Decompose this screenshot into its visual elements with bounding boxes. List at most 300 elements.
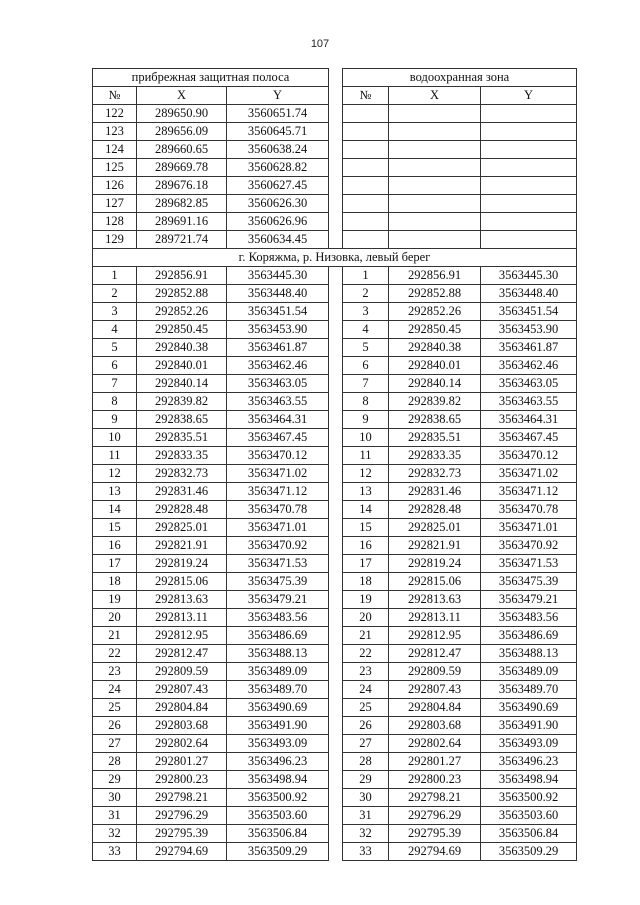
- left-cell-number: 4: [93, 321, 137, 339]
- right-cell-number: 14: [343, 501, 389, 519]
- left-cell-x: 292812.47: [137, 645, 227, 663]
- right-empty-cell: [389, 213, 481, 231]
- left-col-x-header: X: [137, 87, 227, 105]
- left-cell-number: 2: [93, 285, 137, 303]
- table-row: [93, 159, 577, 177]
- right-cell-number: 30: [343, 789, 389, 807]
- right-cell-y: 3563496.23: [481, 753, 577, 771]
- left-cell-x: 292832.73: [137, 465, 227, 483]
- left-cell-x: 292794.69: [137, 843, 227, 861]
- right-cell-number: 20: [343, 609, 389, 627]
- left-cell-number: 122: [93, 105, 137, 123]
- right-cell-x: 292828.48: [389, 501, 481, 519]
- right-cell-x: 292850.45: [389, 321, 481, 339]
- right-cell-x: 292819.24: [389, 555, 481, 573]
- right-empty-cell: [389, 195, 481, 213]
- left-cell-number: 125: [93, 159, 137, 177]
- left-cell-x: 292813.63: [137, 591, 227, 609]
- left-cell-x: 292828.48: [137, 501, 227, 519]
- table-row: [93, 483, 577, 501]
- table-row: [93, 177, 577, 195]
- left-cell-x: 289676.18: [137, 177, 227, 195]
- left-cell-x: 292835.51: [137, 429, 227, 447]
- left-cell-x: 292856.91: [137, 267, 227, 285]
- left-cell-x: 292796.29: [137, 807, 227, 825]
- table-row: [93, 465, 577, 483]
- right-cell-number: 19: [343, 591, 389, 609]
- left-cell-x: 292840.38: [137, 339, 227, 357]
- right-cell-number: 22: [343, 645, 389, 663]
- right-cell-number: 1: [343, 267, 389, 285]
- table-row: [93, 375, 577, 393]
- right-cell-x: 292852.88: [389, 285, 481, 303]
- right-cell-y: 3563445.30: [481, 267, 577, 285]
- right-cell-y: 3563453.90: [481, 321, 577, 339]
- right-cell-y: 3563471.12: [481, 483, 577, 501]
- left-cell-y: 3563486.69: [227, 627, 329, 645]
- left-cell-y: 3563451.54: [227, 303, 329, 321]
- right-cell-y: 3563475.39: [481, 573, 577, 591]
- left-cell-number: 7: [93, 375, 137, 393]
- right-empty-cell: [389, 231, 481, 249]
- left-cell-number: 124: [93, 141, 137, 159]
- left-cell-x: 292801.27: [137, 753, 227, 771]
- right-cell-x: 292809.59: [389, 663, 481, 681]
- right-cell-number: 17: [343, 555, 389, 573]
- table-row: [93, 573, 577, 591]
- left-cell-x: 289669.78: [137, 159, 227, 177]
- left-cell-y: 3563470.12: [227, 447, 329, 465]
- right-cell-number: 27: [343, 735, 389, 753]
- right-cell-y: 3563451.54: [481, 303, 577, 321]
- right-empty-cell: [389, 105, 481, 123]
- left-cell-y: 3560628.82: [227, 159, 329, 177]
- table-row: [93, 195, 577, 213]
- right-cell-number: 9: [343, 411, 389, 429]
- left-cell-number: 10: [93, 429, 137, 447]
- left-cell-number: 30: [93, 789, 137, 807]
- right-cell-y: 3563464.31: [481, 411, 577, 429]
- table-row: [93, 339, 577, 357]
- left-cell-y: 3563479.21: [227, 591, 329, 609]
- right-empty-cell: [343, 141, 389, 159]
- right-cell-x: 292800.23: [389, 771, 481, 789]
- right-cell-number: 6: [343, 357, 389, 375]
- right-empty-cell: [481, 123, 577, 141]
- left-cell-x: 289656.09: [137, 123, 227, 141]
- right-cell-y: 3563500.92: [481, 789, 577, 807]
- left-cell-x: 292815.06: [137, 573, 227, 591]
- table-row: [93, 843, 577, 861]
- right-cell-x: 292840.38: [389, 339, 481, 357]
- right-cell-x: 292798.21: [389, 789, 481, 807]
- left-cell-y: 3563489.09: [227, 663, 329, 681]
- right-cell-number: 3: [343, 303, 389, 321]
- column-header-row: [93, 87, 577, 105]
- left-cell-y: 3560645.71: [227, 123, 329, 141]
- left-cell-number: 33: [93, 843, 137, 861]
- left-cell-number: 129: [93, 231, 137, 249]
- left-cell-y: 3563461.87: [227, 339, 329, 357]
- left-cell-y: 3563471.12: [227, 483, 329, 501]
- right-cell-number: 2: [343, 285, 389, 303]
- left-cell-x: 292798.21: [137, 789, 227, 807]
- table-row: [93, 807, 577, 825]
- right-cell-number: 21: [343, 627, 389, 645]
- right-empty-cell: [481, 159, 577, 177]
- right-cell-y: 3563489.70: [481, 681, 577, 699]
- right-cell-number: 18: [343, 573, 389, 591]
- left-cell-y: 3563496.23: [227, 753, 329, 771]
- left-cell-y: 3563475.39: [227, 573, 329, 591]
- left-cell-x: 289660.65: [137, 141, 227, 159]
- left-cell-y: 3560626.30: [227, 195, 329, 213]
- left-cell-y: 3563491.90: [227, 717, 329, 735]
- left-cell-number: 14: [93, 501, 137, 519]
- left-cell-x: 292821.91: [137, 537, 227, 555]
- left-cell-y: 3563509.29: [227, 843, 329, 861]
- table-row: [93, 285, 577, 303]
- left-cell-y: 3563503.60: [227, 807, 329, 825]
- left-cell-x: 292804.84: [137, 699, 227, 717]
- right-cell-x: 292825.01: [389, 519, 481, 537]
- right-cell-x: 292807.43: [389, 681, 481, 699]
- table-row: [93, 303, 577, 321]
- right-empty-cell: [481, 105, 577, 123]
- right-cell-x: 292812.47: [389, 645, 481, 663]
- left-cell-y: 3563471.53: [227, 555, 329, 573]
- page-number: 107: [310, 38, 330, 50]
- right-cell-y: 3563483.56: [481, 609, 577, 627]
- left-cell-number: 5: [93, 339, 137, 357]
- left-cell-y: 3563483.56: [227, 609, 329, 627]
- right-cell-x: 292794.69: [389, 843, 481, 861]
- right-cell-x: 292803.68: [389, 717, 481, 735]
- right-empty-cell: [481, 213, 577, 231]
- left-cell-y: 3560627.45: [227, 177, 329, 195]
- right-cell-y: 3563470.78: [481, 501, 577, 519]
- right-empty-cell: [389, 159, 481, 177]
- table-row: [93, 663, 577, 681]
- table-row: [93, 213, 577, 231]
- left-cell-y: 3563506.84: [227, 825, 329, 843]
- right-cell-x: 292840.14: [389, 375, 481, 393]
- table-row: [93, 123, 577, 141]
- left-cell-y: 3563470.92: [227, 537, 329, 555]
- left-cell-number: 32: [93, 825, 137, 843]
- right-cell-number: 23: [343, 663, 389, 681]
- section-row: [93, 249, 577, 267]
- right-cell-number: 29: [343, 771, 389, 789]
- right-empty-cell: [343, 159, 389, 177]
- right-cell-number: 26: [343, 717, 389, 735]
- table-row: [93, 735, 577, 753]
- left-cell-y: 3560638.24: [227, 141, 329, 159]
- right-empty-cell: [343, 177, 389, 195]
- table-row: [93, 357, 577, 375]
- right-cell-number: 4: [343, 321, 389, 339]
- left-cell-number: 19: [93, 591, 137, 609]
- left-cell-x: 292825.01: [137, 519, 227, 537]
- left-cell-y: 3563448.40: [227, 285, 329, 303]
- right-cell-x: 292815.06: [389, 573, 481, 591]
- left-cell-x: 292839.82: [137, 393, 227, 411]
- left-cell-number: 28: [93, 753, 137, 771]
- right-cell-number: 16: [343, 537, 389, 555]
- right-cell-x: 292796.29: [389, 807, 481, 825]
- right-cell-y: 3563463.05: [481, 375, 577, 393]
- right-col-x-header: X: [389, 87, 481, 105]
- left-cell-number: 123: [93, 123, 137, 141]
- left-cell-x: 289721.74: [137, 231, 227, 249]
- left-cell-number: 3: [93, 303, 137, 321]
- left-cell-y: 3563490.69: [227, 699, 329, 717]
- table-row: [93, 645, 577, 663]
- right-cell-y: 3563463.55: [481, 393, 577, 411]
- right-cell-y: 3563486.69: [481, 627, 577, 645]
- right-cell-number: 7: [343, 375, 389, 393]
- left-cell-number: 17: [93, 555, 137, 573]
- right-empty-cell: [481, 141, 577, 159]
- left-cell-x: 292795.39: [137, 825, 227, 843]
- left-cell-y: 3563493.09: [227, 735, 329, 753]
- left-cell-x: 292838.65: [137, 411, 227, 429]
- right-cell-y: 3563479.21: [481, 591, 577, 609]
- right-cell-y: 3563509.29: [481, 843, 577, 861]
- left-col-y-header: Y: [227, 87, 329, 105]
- right-empty-cell: [481, 177, 577, 195]
- right-empty-cell: [389, 141, 481, 159]
- right-col-number-header: №: [343, 87, 389, 105]
- right-cell-y: 3563448.40: [481, 285, 577, 303]
- right-empty-cell: [389, 177, 481, 195]
- right-cell-x: 292852.26: [389, 303, 481, 321]
- right-cell-x: 292833.35: [389, 447, 481, 465]
- right-col-y-header: Y: [481, 87, 577, 105]
- right-cell-y: 3563471.53: [481, 555, 577, 573]
- left-cell-y: 3563445.30: [227, 267, 329, 285]
- right-empty-cell: [343, 195, 389, 213]
- left-cell-number: 22: [93, 645, 137, 663]
- left-cell-y: 3560626.96: [227, 213, 329, 231]
- right-cell-y: 3563491.90: [481, 717, 577, 735]
- table-row: [93, 537, 577, 555]
- section-title: г. Коряжма, р. Низовка, левый берег: [93, 249, 577, 267]
- right-cell-number: 12: [343, 465, 389, 483]
- left-cell-y: 3563470.78: [227, 501, 329, 519]
- table-row: [93, 789, 577, 807]
- right-cell-x: 292813.63: [389, 591, 481, 609]
- table-row: [93, 627, 577, 645]
- right-cell-y: 3563470.92: [481, 537, 577, 555]
- right-cell-x: 292838.65: [389, 411, 481, 429]
- left-cell-x: 292812.95: [137, 627, 227, 645]
- left-cell-number: 23: [93, 663, 137, 681]
- left-cell-x: 292809.59: [137, 663, 227, 681]
- right-cell-number: 13: [343, 483, 389, 501]
- left-cell-y: 3563453.90: [227, 321, 329, 339]
- right-empty-cell: [389, 123, 481, 141]
- right-cell-x: 292832.73: [389, 465, 481, 483]
- right-cell-number: 24: [343, 681, 389, 699]
- table-row: [93, 501, 577, 519]
- left-cell-number: 27: [93, 735, 137, 753]
- left-cell-x: 292840.01: [137, 357, 227, 375]
- left-cell-number: 11: [93, 447, 137, 465]
- right-cell-x: 292802.64: [389, 735, 481, 753]
- left-cell-number: 31: [93, 807, 137, 825]
- table-title-row: [93, 69, 577, 87]
- table-row: [93, 681, 577, 699]
- right-cell-x: 292831.46: [389, 483, 481, 501]
- left-cell-y: 3563467.45: [227, 429, 329, 447]
- right-cell-x: 292821.91: [389, 537, 481, 555]
- right-cell-x: 292813.11: [389, 609, 481, 627]
- left-cell-x: 289691.16: [137, 213, 227, 231]
- right-cell-number: 32: [343, 825, 389, 843]
- table-row: [93, 429, 577, 447]
- left-cell-x: 289682.85: [137, 195, 227, 213]
- right-cell-y: 3563503.60: [481, 807, 577, 825]
- right-cell-y: 3563471.02: [481, 465, 577, 483]
- left-cell-number: 6: [93, 357, 137, 375]
- left-cell-y: 3563462.46: [227, 357, 329, 375]
- left-cell-x: 292803.68: [137, 717, 227, 735]
- left-table-title: прибрежная защитная полоса: [93, 69, 329, 87]
- right-cell-number: 15: [343, 519, 389, 537]
- right-cell-number: 33: [343, 843, 389, 861]
- table-row: [93, 609, 577, 627]
- table-row: [93, 411, 577, 429]
- table-row: [93, 825, 577, 843]
- table-row: [93, 447, 577, 465]
- right-cell-x: 292804.84: [389, 699, 481, 717]
- left-cell-y: 3560651.74: [227, 105, 329, 123]
- table-row: [93, 105, 577, 123]
- right-empty-cell: [481, 195, 577, 213]
- right-cell-number: 8: [343, 393, 389, 411]
- right-cell-y: 3563471.01: [481, 519, 577, 537]
- left-cell-x: 292833.35: [137, 447, 227, 465]
- right-cell-y: 3563490.69: [481, 699, 577, 717]
- left-cell-number: 16: [93, 537, 137, 555]
- table-row: [93, 231, 577, 249]
- left-cell-y: 3563471.02: [227, 465, 329, 483]
- left-cell-x: 292813.11: [137, 609, 227, 627]
- left-cell-y: 3563489.70: [227, 681, 329, 699]
- table-row: [93, 555, 577, 573]
- right-empty-cell: [481, 231, 577, 249]
- table-row: [93, 771, 577, 789]
- right-cell-x: 292801.27: [389, 753, 481, 771]
- left-cell-x: 292802.64: [137, 735, 227, 753]
- right-cell-y: 3563467.45: [481, 429, 577, 447]
- right-cell-number: 5: [343, 339, 389, 357]
- left-cell-number: 20: [93, 609, 137, 627]
- left-cell-number: 8: [93, 393, 137, 411]
- left-cell-x: 289650.90: [137, 105, 227, 123]
- left-cell-x: 292852.26: [137, 303, 227, 321]
- left-cell-number: 128: [93, 213, 137, 231]
- right-cell-number: 31: [343, 807, 389, 825]
- table-row: [93, 699, 577, 717]
- table-row: [93, 753, 577, 771]
- right-cell-number: 10: [343, 429, 389, 447]
- left-cell-y: 3563500.92: [227, 789, 329, 807]
- table-row: [93, 321, 577, 339]
- right-empty-cell: [343, 213, 389, 231]
- right-empty-cell: [343, 123, 389, 141]
- right-cell-y: 3563493.09: [481, 735, 577, 753]
- left-cell-x: 292800.23: [137, 771, 227, 789]
- left-cell-y: 3563471.01: [227, 519, 329, 537]
- table-row: [93, 267, 577, 285]
- right-cell-x: 292812.95: [389, 627, 481, 645]
- left-cell-number: 21: [93, 627, 137, 645]
- left-cell-number: 25: [93, 699, 137, 717]
- right-cell-y: 3563461.87: [481, 339, 577, 357]
- left-cell-x: 292819.24: [137, 555, 227, 573]
- left-col-number-header: №: [93, 87, 137, 105]
- right-cell-y: 3563462.46: [481, 357, 577, 375]
- right-cell-x: 292839.82: [389, 393, 481, 411]
- left-cell-number: 13: [93, 483, 137, 501]
- right-cell-x: 292795.39: [389, 825, 481, 843]
- left-cell-number: 126: [93, 177, 137, 195]
- right-cell-y: 3563498.94: [481, 771, 577, 789]
- right-cell-number: 11: [343, 447, 389, 465]
- left-cell-x: 292852.88: [137, 285, 227, 303]
- right-empty-cell: [343, 231, 389, 249]
- table-row: [93, 717, 577, 735]
- left-cell-number: 15: [93, 519, 137, 537]
- table-row: [93, 591, 577, 609]
- right-cell-y: 3563470.12: [481, 447, 577, 465]
- table-row: [93, 393, 577, 411]
- left-cell-x: 292831.46: [137, 483, 227, 501]
- left-cell-y: 3563463.55: [227, 393, 329, 411]
- left-cell-number: 1: [93, 267, 137, 285]
- right-cell-x: 292840.01: [389, 357, 481, 375]
- left-cell-number: 127: [93, 195, 137, 213]
- right-cell-y: 3563506.84: [481, 825, 577, 843]
- left-cell-x: 292850.45: [137, 321, 227, 339]
- right-empty-cell: [343, 105, 389, 123]
- left-cell-y: 3563498.94: [227, 771, 329, 789]
- right-table-title: водоохранная зона: [343, 69, 577, 87]
- right-cell-y: 3563489.09: [481, 663, 577, 681]
- left-cell-y: 3563463.05: [227, 375, 329, 393]
- left-cell-number: 26: [93, 717, 137, 735]
- right-cell-x: 292856.91: [389, 267, 481, 285]
- table-row: [93, 519, 577, 537]
- left-cell-y: 3563488.13: [227, 645, 329, 663]
- left-cell-number: 12: [93, 465, 137, 483]
- left-cell-number: 9: [93, 411, 137, 429]
- left-cell-x: 292807.43: [137, 681, 227, 699]
- left-cell-y: 3563464.31: [227, 411, 329, 429]
- left-cell-number: 18: [93, 573, 137, 591]
- table-row: [93, 141, 577, 159]
- right-cell-x: 292835.51: [389, 429, 481, 447]
- left-cell-number: 29: [93, 771, 137, 789]
- right-cell-y: 3563488.13: [481, 645, 577, 663]
- right-cell-number: 25: [343, 699, 389, 717]
- left-cell-y: 3560634.45: [227, 231, 329, 249]
- left-cell-x: 292840.14: [137, 375, 227, 393]
- right-cell-number: 28: [343, 753, 389, 771]
- coordinates-table: [92, 68, 577, 861]
